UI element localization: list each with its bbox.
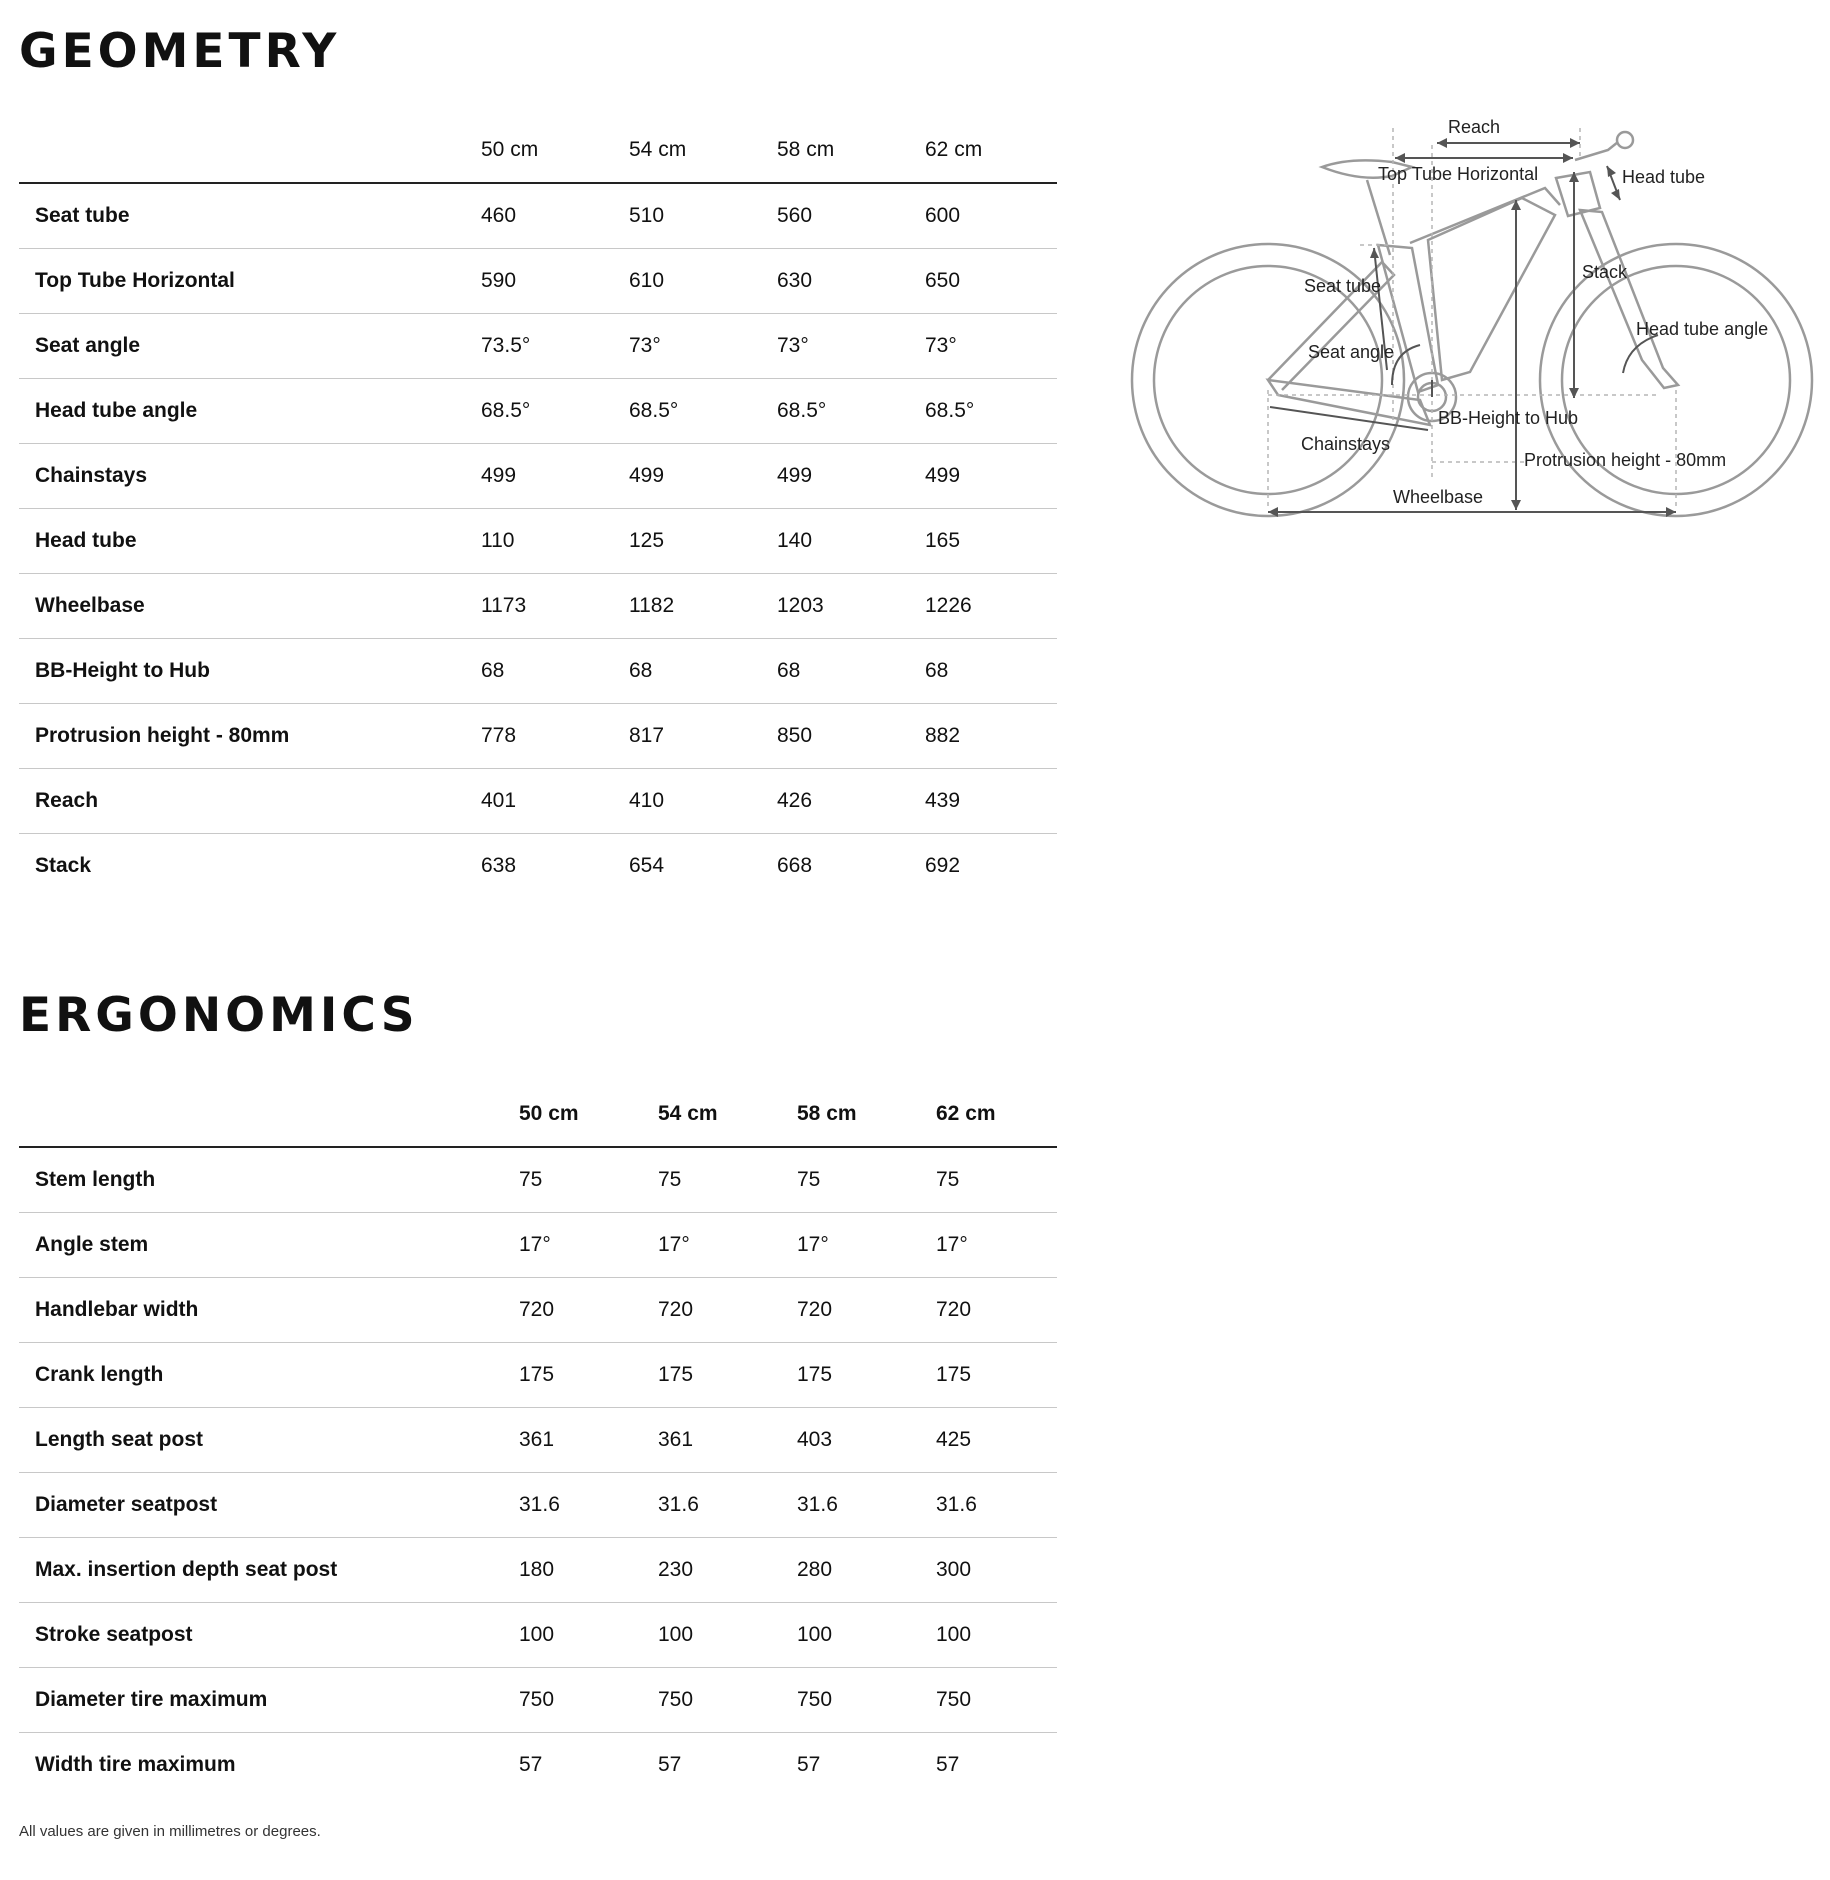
cell-value: 692 xyxy=(925,853,961,877)
table-row xyxy=(19,248,1057,313)
table-row xyxy=(19,378,1057,443)
geometry-title: GEOMETRY xyxy=(19,24,341,79)
row-label: Handlebar width xyxy=(19,1277,519,1342)
size-header: 54 cm xyxy=(629,118,777,183)
cell-value: 75 xyxy=(797,1147,936,1212)
cell-value: 1226 xyxy=(925,573,1057,638)
cell-value: 57 xyxy=(797,1752,821,1776)
arrowhead xyxy=(1437,138,1447,148)
cell-value: 68.5° xyxy=(629,378,777,443)
cell-value: 175 xyxy=(797,1342,936,1407)
row-label: Diameter tire maximum xyxy=(19,1667,519,1732)
cell-value: 630 xyxy=(777,248,925,313)
arrowhead xyxy=(1511,500,1521,510)
cell-value: 165 xyxy=(925,508,1057,573)
cell-value: 361 xyxy=(519,1407,658,1472)
cell-value: 590 xyxy=(481,248,629,313)
cell-value: 110 xyxy=(481,508,629,573)
cell-value: 410 xyxy=(629,768,777,833)
arrowhead xyxy=(1570,138,1580,148)
table-row xyxy=(19,1342,1057,1407)
table-row xyxy=(19,1537,1057,1602)
table-row xyxy=(19,1407,1057,1472)
cell-value: 180 xyxy=(519,1537,658,1602)
cell-value: 499 xyxy=(777,443,925,508)
table-row xyxy=(19,1212,1057,1277)
cell-value: 439 xyxy=(925,768,1057,833)
row-label: Crank length xyxy=(19,1342,519,1407)
ergonomics-header-row xyxy=(19,1082,1057,1147)
cell-value: 75 xyxy=(936,1147,1057,1212)
cell-value: 73.5° xyxy=(481,313,629,378)
table-row xyxy=(19,573,1057,638)
table-row xyxy=(19,1277,1057,1342)
cell-value: 1182 xyxy=(629,573,777,638)
ergonomics-table xyxy=(19,1082,1057,1797)
cell-value: 68 xyxy=(925,638,1057,703)
cell-value: 73° xyxy=(777,313,925,378)
cell-value: 68 xyxy=(481,638,629,703)
cell-value: 1203 xyxy=(777,573,925,638)
cell-value: 600 xyxy=(925,183,1057,248)
geometry-header-row xyxy=(19,118,1057,183)
cell-value: 125 xyxy=(629,508,777,573)
cell-value: 361 xyxy=(658,1407,797,1472)
cell-value: 401 xyxy=(481,768,629,833)
size-header: 50 cm xyxy=(519,1082,658,1147)
arrowhead xyxy=(1395,153,1405,163)
cell-value: 100 xyxy=(936,1602,1057,1667)
row-label: Chainstays xyxy=(19,443,481,508)
cell-value: 650 xyxy=(925,248,1057,313)
diagram-label-reach: Reach xyxy=(1448,117,1501,137)
diagram-label-seat-tube: Seat tube xyxy=(1304,276,1382,296)
cell-value: 31.6 xyxy=(519,1472,658,1537)
cell-value: 750 xyxy=(519,1667,658,1732)
cell-value: 73° xyxy=(629,313,777,378)
size-header: 58 cm xyxy=(777,118,925,183)
table-row xyxy=(19,1732,1057,1797)
diagram-label-head-tube-angle: Head tube angle xyxy=(1636,319,1769,339)
cell-value: 499 xyxy=(481,443,629,508)
cell-value: 720 xyxy=(936,1277,1057,1342)
cell-value: 68.5° xyxy=(777,378,925,443)
cell-value: 280 xyxy=(797,1537,936,1602)
cell-value: 850 xyxy=(777,703,925,768)
cell-value: 57 xyxy=(519,1752,543,1776)
cell-value: 560 xyxy=(777,183,925,248)
row-label: Max. insertion depth seat post xyxy=(19,1537,519,1602)
bike-geometry-diagram xyxy=(1120,105,1820,530)
cell-value: 31.6 xyxy=(936,1472,1057,1537)
row-label: Seat angle xyxy=(19,313,481,378)
cell-value: 140 xyxy=(777,508,925,573)
cell-value: 750 xyxy=(658,1667,797,1732)
down-tube-shape xyxy=(1428,198,1555,380)
cell-value: 68 xyxy=(629,638,777,703)
ergonomics-title: ERGONOMICS xyxy=(19,988,419,1043)
cell-value: 403 xyxy=(797,1407,936,1472)
table-row xyxy=(19,768,1057,833)
row-label: Width tire maximum xyxy=(35,1752,236,1776)
cell-value: 499 xyxy=(629,443,777,508)
diagram-label-top-tube: Top Tube Horizontal xyxy=(1378,164,1539,184)
size-header: 58 cm xyxy=(797,1082,936,1147)
cell-value: 17° xyxy=(519,1212,658,1277)
cell-value: 778 xyxy=(481,703,629,768)
row-label: Seat tube xyxy=(19,183,481,248)
table-row xyxy=(19,833,1057,898)
cell-value: 610 xyxy=(629,248,777,313)
cell-value: 882 xyxy=(925,703,1057,768)
row-label: Stroke seatpost xyxy=(19,1602,519,1667)
cell-value: 100 xyxy=(797,1602,936,1667)
row-label: Length seat post xyxy=(19,1407,519,1472)
size-header: 62 cm xyxy=(936,1082,1057,1147)
seatpost xyxy=(1367,180,1390,255)
row-label: BB-Height to Hub xyxy=(19,638,481,703)
size-header: 62 cm xyxy=(925,118,1057,183)
row-label: Diameter seatpost xyxy=(19,1472,519,1537)
table-row xyxy=(19,313,1057,378)
arrowhead xyxy=(1569,388,1579,398)
cell-value: 17° xyxy=(936,1212,1057,1277)
table-row xyxy=(19,1472,1057,1537)
cell-value: 57 xyxy=(936,1752,960,1776)
cell-value: 817 xyxy=(629,703,777,768)
size-header: 50 cm xyxy=(481,118,629,183)
diagram-label-stack: Stack xyxy=(1582,262,1628,282)
row-label: Stack xyxy=(35,853,92,877)
cell-value: 720 xyxy=(658,1277,797,1342)
cell-value: 300 xyxy=(936,1537,1057,1602)
row-label: Reach xyxy=(19,768,481,833)
cell-value: 68.5° xyxy=(481,378,629,443)
row-label: Top Tube Horizontal xyxy=(19,248,481,313)
cell-value: 100 xyxy=(658,1602,797,1667)
diagram-label-protrusion: Protrusion height - 80mm xyxy=(1524,450,1727,470)
stem-and-bar xyxy=(1575,142,1618,160)
diagram-label-chainstays: Chainstays xyxy=(1301,434,1391,454)
bar-end xyxy=(1617,132,1633,148)
table-row xyxy=(19,1667,1057,1732)
header-label-column xyxy=(19,118,481,183)
cell-value: 720 xyxy=(519,1277,658,1342)
cell-value: 425 xyxy=(936,1407,1057,1472)
head-tube-shape xyxy=(1556,172,1600,216)
diagram-label-seat-angle: Seat angle xyxy=(1308,342,1395,362)
row-label: Head tube angle xyxy=(19,378,481,443)
geometry-table xyxy=(19,118,1057,898)
cell-value: 68 xyxy=(777,638,925,703)
cell-value: 17° xyxy=(797,1212,936,1277)
cell-value: 460 xyxy=(481,183,629,248)
table-row xyxy=(19,508,1057,573)
table-row xyxy=(19,183,1057,248)
cell-value: 75 xyxy=(658,1147,797,1212)
front-wheel-tire xyxy=(1540,244,1812,516)
table-row xyxy=(19,1602,1057,1667)
cell-value: 175 xyxy=(658,1342,797,1407)
table-row xyxy=(19,638,1057,703)
cell-value: 668 xyxy=(777,853,813,877)
diagram-label-wheelbase: Wheelbase xyxy=(1393,487,1484,507)
cell-value: 654 xyxy=(629,853,665,877)
header-label-column xyxy=(19,1082,519,1147)
cell-value: 68.5° xyxy=(925,378,1057,443)
cell-value: 31.6 xyxy=(797,1472,936,1537)
row-label: Angle stem xyxy=(19,1212,519,1277)
table-row xyxy=(19,443,1057,508)
diagram-label-bb-height: BB-Height to Hub xyxy=(1438,408,1579,428)
cell-value: 720 xyxy=(797,1277,936,1342)
cell-value: 31.6 xyxy=(658,1472,797,1537)
footnote: All values are given in millimetres or degrees. xyxy=(19,1823,321,1840)
row-label: Protrusion height - 80mm xyxy=(19,703,481,768)
cell-value: 1173 xyxy=(481,573,629,638)
size-header: 54 cm xyxy=(658,1082,797,1147)
row-label: Stem length xyxy=(19,1147,519,1212)
arrowhead xyxy=(1370,248,1379,258)
cell-value: 175 xyxy=(936,1342,1057,1407)
cell-value: 750 xyxy=(797,1667,936,1732)
cell-value: 175 xyxy=(519,1342,658,1407)
cell-value: 426 xyxy=(777,768,925,833)
arrowhead xyxy=(1563,153,1573,163)
cell-value: 510 xyxy=(629,183,777,248)
cell-value: 100 xyxy=(519,1602,658,1667)
table-row xyxy=(19,703,1057,768)
cell-value: 73° xyxy=(925,313,1057,378)
diagram-label-head-tube: Head tube xyxy=(1622,167,1706,187)
cell-value: 750 xyxy=(936,1667,1057,1732)
table-row xyxy=(19,1147,1057,1212)
row-label: Head tube xyxy=(19,508,481,573)
row-label: Wheelbase xyxy=(19,573,481,638)
cell-value: 230 xyxy=(658,1537,797,1602)
cell-value: 57 xyxy=(658,1752,682,1776)
cell-value: 638 xyxy=(481,853,517,877)
chainstays-arrow xyxy=(1270,407,1428,430)
cell-value: 499 xyxy=(925,443,1057,508)
cell-value: 17° xyxy=(658,1212,797,1277)
cell-value: 75 xyxy=(519,1147,658,1212)
